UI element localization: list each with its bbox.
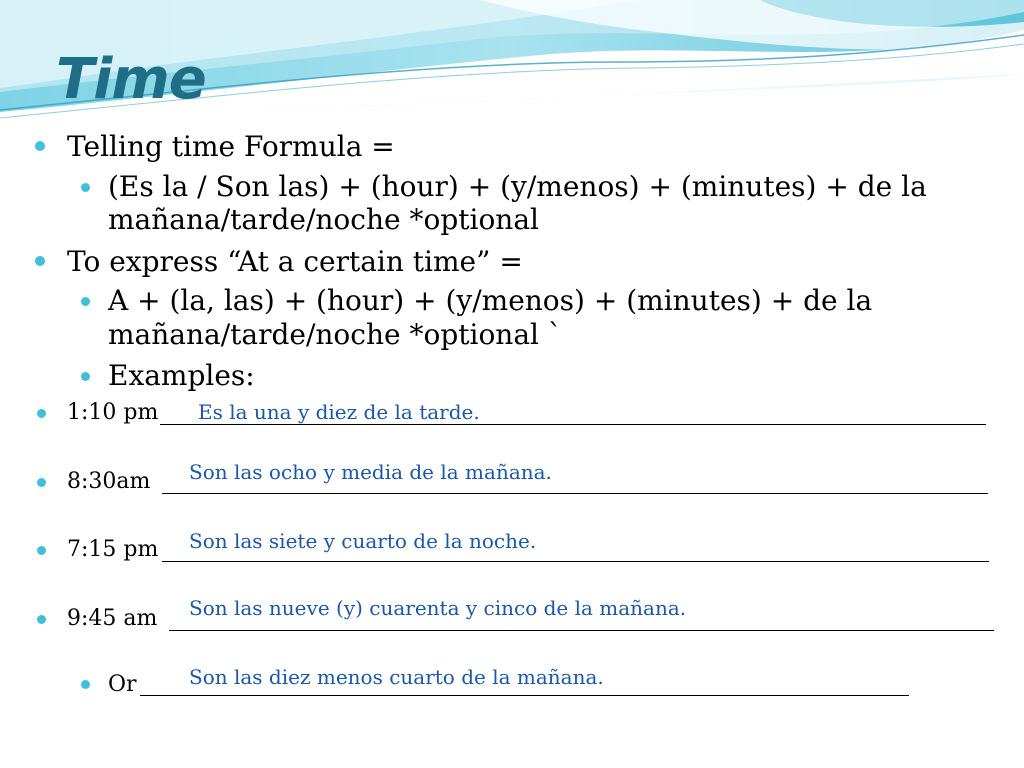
formula-line-2: mañana/tarde/noche *optional: [108, 203, 539, 236]
bullet-icon: [81, 183, 90, 192]
bullet-icon: [81, 680, 90, 689]
example-time-1: 1:10 pm: [67, 400, 159, 425]
answer-blank-3: [162, 561, 989, 562]
bullet-icon: [35, 256, 45, 266]
example-answer-2: Son las ocho y media de la mañana.: [189, 460, 552, 484]
bullet-icon: [37, 478, 46, 487]
example-time-3: 7:15 pm: [67, 537, 159, 562]
answer-blank-or: [140, 695, 909, 696]
at-time-line-2: mañana/tarde/noche *optional `: [108, 318, 562, 351]
at-time-line-1: A + (la, las) + (hour) + (y/menos) + (minutes) + de la: [108, 284, 873, 317]
bullet-icon: [37, 546, 46, 555]
bullet-icon: [35, 141, 45, 151]
example-answer-4: Son las nueve (y) cuarenta y cinco de la mañana.: [189, 596, 687, 620]
example-answer-1: Es la una y diez de la tarde.: [198, 400, 480, 424]
example-time-2: 8:30am: [67, 469, 151, 494]
examples-heading: Examples:: [108, 359, 255, 392]
example-answer-3: Son las siete y cuarto de la noche.: [189, 529, 537, 553]
bullet-icon: [37, 615, 46, 624]
slide-title: Time: [56, 47, 206, 112]
example-answer-or: Son las diez menos cuarto de la mañana.: [189, 665, 604, 689]
bullet-icon: [81, 372, 90, 381]
example-time-or: Or: [108, 672, 137, 697]
bullet-icon: [37, 409, 46, 418]
formula-heading: Telling time Formula =: [67, 130, 395, 163]
answer-blank-2: [162, 493, 988, 494]
at-time-heading: To express “At a certain time” =: [67, 245, 523, 278]
example-time-4: 9:45 am: [67, 606, 158, 631]
formula-line-1: (Es la / Son las) + (hour) + (y/menos) + (minutes) + de la: [108, 170, 927, 203]
answer-blank-1: [160, 424, 986, 425]
answer-blank-4: [169, 630, 994, 631]
bullet-icon: [81, 297, 90, 306]
